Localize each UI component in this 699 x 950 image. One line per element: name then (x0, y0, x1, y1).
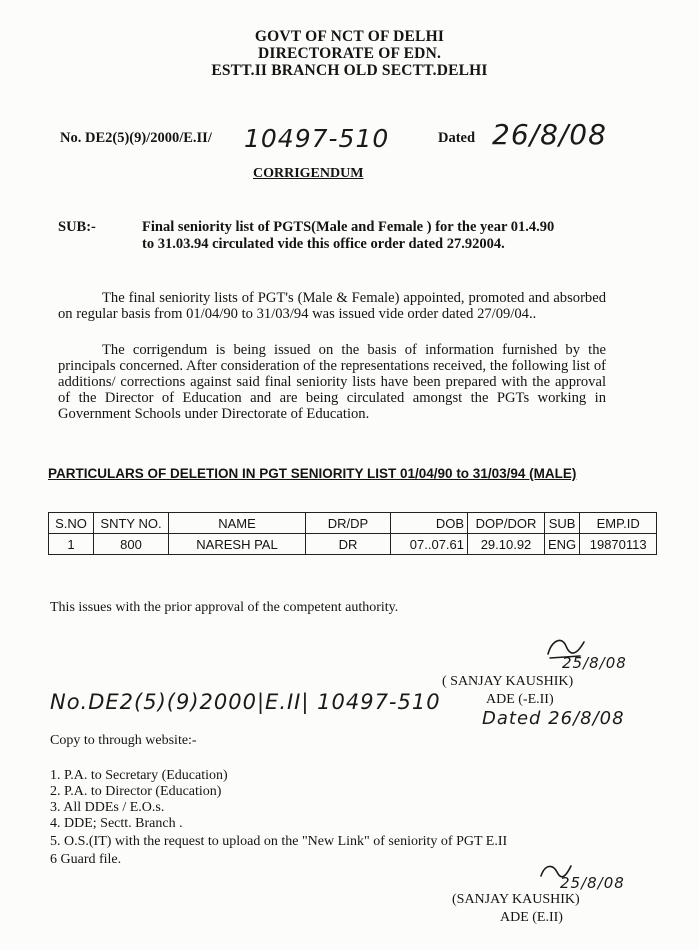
subject-label: SUB:- (58, 219, 96, 235)
col-header-dop-dor: DOP/DOR (468, 513, 545, 534)
list-item: 3. All DDEs / E.O.s. (50, 800, 165, 815)
cell-sub: ENG (545, 534, 580, 555)
signature-2-name: (SANJAY KAUSHIK) (452, 892, 580, 907)
col-header-snty-no: SNTY NO. (94, 513, 169, 534)
reference-2-dated-handwritten: Dated 26/8/08 (482, 708, 625, 729)
signature-1-initials: 25/8/08 (562, 654, 627, 672)
list-item: 5. O.S.(IT) with the request to upload on the "New Link" of seniority of PGT E.II (50, 834, 508, 849)
document-title: CORRIGENDUM (253, 166, 364, 181)
cell-emp-id: 19870113 (580, 534, 657, 555)
approval-note: This issues with the prior approval of the competent authority. (50, 600, 399, 615)
list-item: 4. DDE; Sectt. Branch . (50, 816, 183, 831)
header-line-1: GOVT OF NCT OF DELHI (254, 28, 445, 45)
signature-1-designation: ADE (-E.II) (486, 692, 554, 707)
col-header-emp-id: EMP.ID (580, 513, 657, 534)
reference-number-handwritten: 10497-510 (244, 124, 390, 153)
col-header-sno: S.NO (49, 513, 94, 534)
table-header-row (49, 513, 657, 534)
particulars-heading: PARTICULARS OF DELETION IN PGT SENIORITY LIST 01/04/90 to 31/03/94 (MALE) (48, 466, 577, 481)
header-line-3: ESTT.II BRANCH OLD SECTT.DELHI (211, 62, 488, 79)
signature-1-name: ( SANJAY KAUSHIK) (442, 674, 574, 689)
subject-line-1: Final seniority list of PGTS(Male and Female ) for the year 01.4.90 (142, 219, 555, 235)
dated-label: Dated (438, 130, 476, 146)
cell-sno: 1 (49, 534, 94, 555)
cell-name: NARESH PAL (169, 534, 306, 555)
signature-2-designation: ADE (E.II) (500, 910, 563, 925)
copy-to-label: Copy to through website:- (50, 733, 197, 748)
col-header-dob: DOB (391, 513, 468, 534)
col-header-name: NAME (169, 513, 306, 534)
signature-2-initials: 25/8/08 (560, 874, 625, 892)
header-line-2: DIRECTORATE OF EDN. (257, 45, 442, 62)
reference-2-handwritten: No.DE2(5)(9)2000|E.II| 10497-510 (50, 690, 441, 714)
cell-dop-dor: 29.10.92 (468, 534, 545, 555)
list-item: 1. P.A. to Secretary (Education) (50, 768, 228, 783)
reference-number-label: No. DE2(5)(9)/2000/E.II/ (60, 130, 212, 146)
subject-line-2: to 31.03.94 circulated vide this office order dated 27.92004. (142, 236, 505, 252)
list-item: 6 Guard file. (50, 852, 122, 867)
cell-snty-no: 800 (94, 534, 169, 555)
table-row (49, 534, 657, 555)
date-handwritten: 26/8/08 (492, 118, 607, 151)
body-paragraph-2: The corrigendum is being issued on the basis of information furnished by the principals concerned. After consideration of the representations received, the following list of additions/ corrections against said final seniority lists have been prepared with the approval of the Director of Education and are being circulated amongst the PGTs working in Government Schools under Directorate of Education. (58, 342, 606, 422)
deletion-table (48, 512, 657, 555)
body-paragraph-1: The final seniority lists of PGT's (Male & Female) appointed, promoted and absorbed on regular basis from 01/04/90 to 31/03/94 was issued vide order dated 27/09/04.. (58, 290, 606, 322)
cell-dob: 07..07.61 (391, 534, 468, 555)
list-item: 2. P.A. to Director (Education) (50, 784, 222, 799)
cell-dr-dp: DR (306, 534, 391, 555)
col-header-sub: SUB (545, 513, 580, 534)
col-header-dr-dp: DR/DP (306, 513, 391, 534)
